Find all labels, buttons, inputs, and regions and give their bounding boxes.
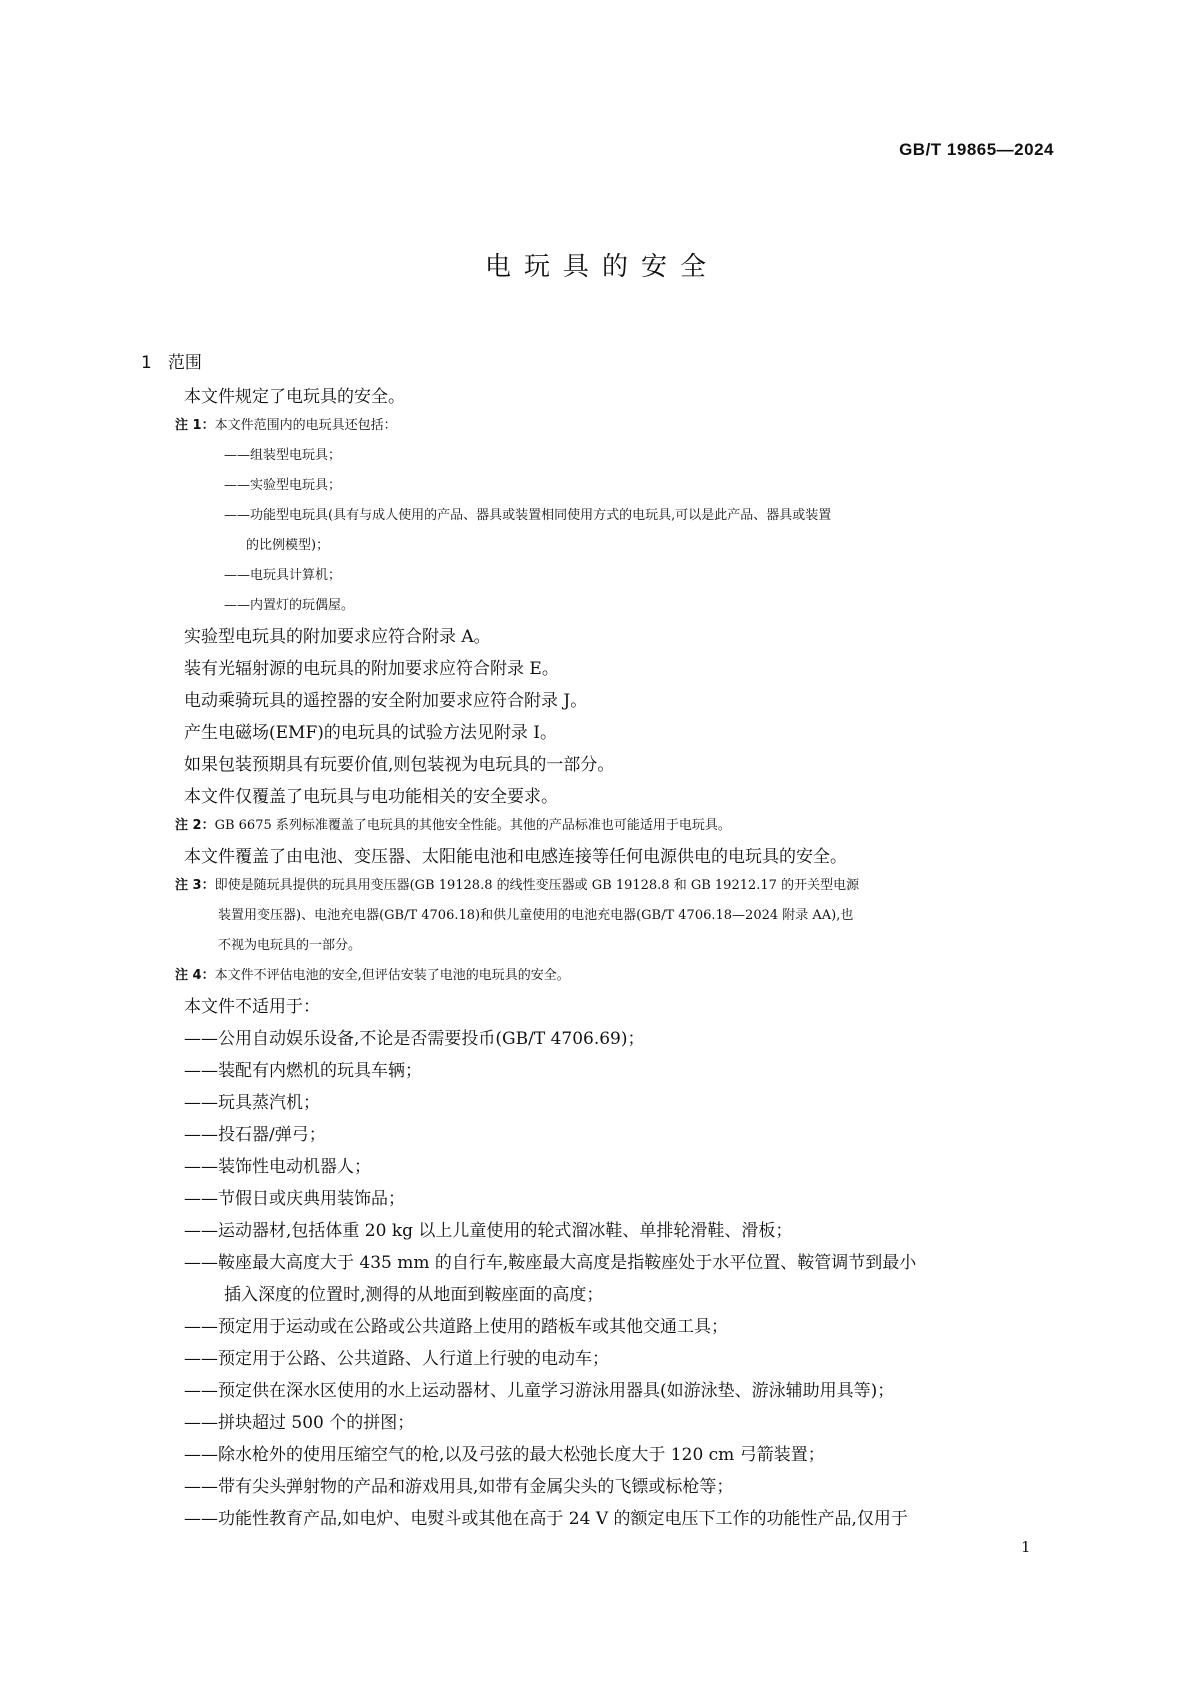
exclusion-item: ——投石器/弹弓； <box>184 1125 326 1145</box>
exclusion-item: ——预定用于运动或在公路或公共道路上使用的踏板车或其他交通工具； <box>184 1317 728 1337</box>
document-title: 电玩具的安全 <box>484 252 719 282</box>
paragraph: 电动乘骑玩具的遥控器的安全附加要求应符合附录 J。 <box>184 691 588 711</box>
note-label: 注 4： <box>175 968 215 983</box>
exclusion-item: ——带有尖头弹射物的产品和游戏用具,如带有金属尖头的飞镖或标枪等； <box>184 1477 734 1497</box>
exclusion-item: ——功能性教育产品,如电炉、电熨斗或其他在高于 24 V 的额定电压下工作的功能性产品,仅用于 <box>184 1509 908 1529</box>
section-title: 范围 <box>167 353 202 373</box>
standard-code: GB/T 19865—2024 <box>899 140 1054 159</box>
note-text: 本文件不评估电池的安全,但评估安装了电池的电玩具的安全。 <box>214 968 570 983</box>
paragraph: 如果包装预期具有玩要价值,则包装视为电玩具的一部分。 <box>184 755 615 775</box>
note-list-item: ——内置灯的玩偶屋。 <box>224 598 355 613</box>
exclusion-item-continued: 插入深度的位置时,测得的从地面到鞍座面的高度； <box>224 1285 604 1305</box>
paragraph: 实验型电玩具的附加要求应符合附录 A。 <box>184 627 491 647</box>
note-3 <box>175 874 859 893</box>
paragraph: 产生电磁场(EMF)的电玩具的试验方法见附录 I。 <box>184 723 557 743</box>
paragraph: 本文件规定了电玩具的安全。 <box>184 387 405 407</box>
note-list-item: ——功能型电玩具(具有与成人使用的产品、器具或装置相同使用方式的电玩具,可以是此产品、器具或装置 <box>224 508 832 523</box>
note-text: GB 6675 系列标准覆盖了电玩具的其他安全性能。其他的产品标准也可能适用于电玩具。 <box>214 818 731 833</box>
exclusion-item: ——装配有内燃机的玩具车辆； <box>184 1061 422 1081</box>
note-list-item: ——电玩具计算机； <box>224 568 342 583</box>
exclusion-item: ——预定用于公路、公共道路、人行道上行驶的电动车； <box>184 1349 609 1369</box>
note-text: 本文件范围内的电玩具还包括： <box>214 418 397 433</box>
note-1 <box>175 414 397 433</box>
note-label: 注 1： <box>175 418 215 433</box>
exclusion-item: ——鞍座最大高度大于 435 mm 的自行车,鞍座最大高度是指鞍座处于水平位置、鞍管调节到最小 <box>184 1253 917 1273</box>
note-list-item: ——组装型电玩具； <box>224 448 342 463</box>
exclusion-item: ——玩具蒸汽机； <box>184 1093 320 1113</box>
note-text-continued: 不视为电玩具的一部分。 <box>218 938 362 953</box>
paragraph: 本文件覆盖了由电池、变压器、太阳能电池和电感连接等任何电源供电的电玩具的安全。 <box>184 847 847 867</box>
paragraph: 装有光辐射源的电玩具的附加要求应符合附录 E。 <box>184 659 559 679</box>
exclusion-item: ——装饰性电动机器人； <box>184 1157 371 1177</box>
note-text: 即使是随玩具提供的玩具用变压器(GB 19128.8 的线性变压器或 GB 19128.8 和 GB 19212.17 的开关型电源 <box>214 878 860 893</box>
exclusion-item: ——拼块超过 500 个的拼图； <box>184 1413 415 1433</box>
section-number: 1 <box>141 353 152 373</box>
note-text-continued: 装置用变压器)、电池充电器(GB/T 4706.18)和供儿童使用的电池充电器(GB/T 4706.18—2024 附录 AA),也 <box>218 908 854 923</box>
exclusion-item: ——公用自动娱乐设备,不论是否需要投币(GB/T 4706.69)； <box>184 1029 645 1049</box>
note-label: 注 3： <box>175 878 215 893</box>
exclusion-item: ——预定供在深水区使用的水上运动器材、儿童学习游泳用器具(如游泳垫、游泳辅助用具等)； <box>184 1381 895 1401</box>
note-list-item-continued: 的比例模型)； <box>246 538 330 553</box>
exclusion-item: ——除水枪外的使用压缩空气的枪,以及弓弦的最大松弛长度大于 120 cm 弓箭装置； <box>184 1445 825 1465</box>
exclusion-item: ——节假日或庆典用装饰品； <box>184 1189 405 1209</box>
note-label: 注 2： <box>175 818 215 833</box>
note-4 <box>175 964 570 983</box>
note-list-item: ——实验型电玩具； <box>224 478 342 493</box>
exclusion-item: ——运动器材,包括体重 20 kg 以上儿童使用的轮式溜冰鞋、单排轮滑鞋、滑板； <box>184 1221 793 1241</box>
paragraph: 本文件不适用于： <box>184 997 320 1017</box>
note-2 <box>175 814 731 833</box>
paragraph: 本文件仅覆盖了电玩具与电功能相关的安全要求。 <box>184 787 558 807</box>
page-number: 1 <box>1021 1538 1031 1556</box>
section-heading <box>141 348 202 373</box>
